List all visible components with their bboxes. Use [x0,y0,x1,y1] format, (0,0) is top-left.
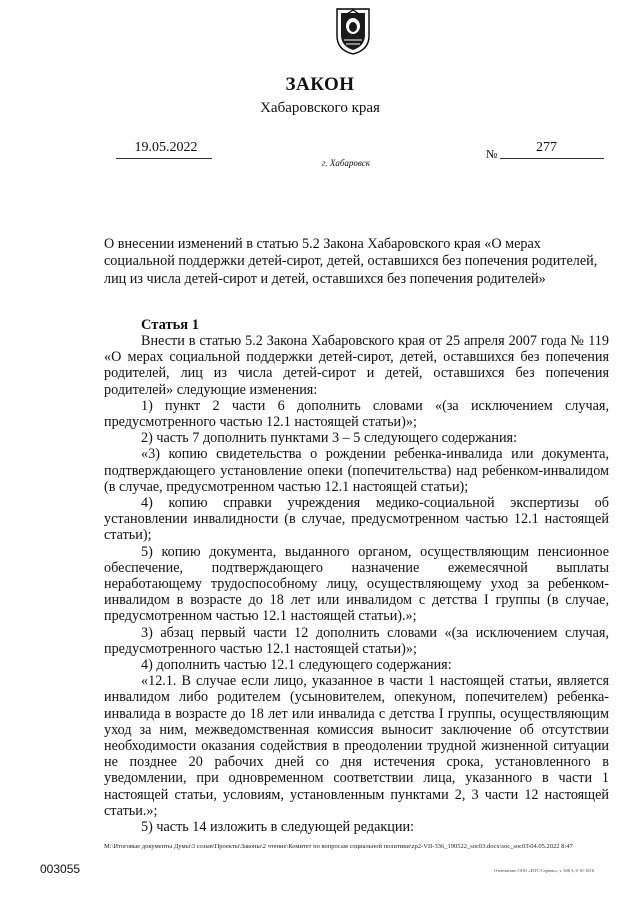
article-paragraph: 2) часть 7 дополнить пунктами 3 – 5 следующего содержания: [141,430,518,447]
article-paragraph: «3) копию свидетельства о рождении ребенка-инвалида или документа, подтверждающего установление опеки (попечительства) над ребенком-инвалидом (в случае, предусмотренном частью 12.1 настоящей статьи); [104,446,609,495]
number-underline [500,158,604,159]
article-title: Статья 1 [141,317,199,333]
article-paragraph: 4) копию справки учреждения медико-социальной экспертизы об установлении инвалидности (в случае, предусмотренном частью 12.1 настоящей статьи); [104,495,609,544]
document-number: 277 [536,140,557,155]
date-underline [116,158,212,159]
article-paragraph: Внести в статью 5.2 Закона Хабаровского края от 25 апреля 2007 года № 119 «О мерах социальной поддержки детей-сирот, детей, оставшихся без попечения родителей, лиц из числа детей-сирот и детей, оставшихся без попечения родителей» следующие изменения: [104,333,609,398]
article-paragraph: 3) абзац первый части 12 дополнить словами «(за исключением случая, предусмотренного частью 12.1 настоящей статьи)»; [104,624,609,657]
article-paragraph: 5) копию документа, выданного органом, осуществляющим пенсионное обеспечение, подтверждающего назначение ежемесячной выплаты неработающему трудоспособному лицу, осуществляющему уход за ребенком-инвалидом в возрасте до 18 лет или инвалидом с детства I группы (в случае, предусмотренном частью 12.1 настоящей статьи).»; [104,543,609,625]
article-body [104,333,609,835]
number-sign: № [486,147,498,161]
document-date: 19.05.2022 [134,140,198,155]
law-subject: О внесении изменений в статью 5.2 Закона Хабаровского края «О мерах социальной поддержки детей-сирот, детей, оставшихся без попечения родителей, лиц из числа детей-сирот и детей, оставшихся без попечения родителей» [104,236,598,287]
document-city: г. Хабаровск [322,158,370,168]
article-paragraph: «12.1. В случае если лицо, указанное в части 1 настоящей статьи, является инвалидом либо родителем (усыновителем, опекуном, попечителем) ребенка-инвалида в возрасте до 18 лет или инвалида с детства I группы, осуществляющим уход за ним, межведомственная комиссия выносит заключение об отсутствии необходимости оказания содействия в преодолении трудной жизненной ситуации не позднее 20 рабочих дней со дня истечения срока, установленного в уведомлении, при одновременном соответствии лица, указанного в части 1 настоящей статьи, условиям, установленным пунктами 2, 3 части 12 настоящей статьи.»; [104,673,609,819]
file-path-footer: M:\Итоговые документы Думы\3 созыв\Проекты\Законы\2 чтение\Комитет по вопросам социальной политики\zp2-VII-336_190522_soc03.docx\soc_soc03\04.05.2022 8:47 [104,843,573,850]
article-paragraph: 1) пункт 2 части 6 дополнить словами «(за исключением случая, предусмотренного частью 12.1 настоящей статьи)»; [104,397,609,431]
article-paragraph: 4) дополнить частью 12.1 следующего содержания: [141,657,452,674]
document-title: ЗАКОН [285,74,355,95]
document-code: 003055 [40,862,81,876]
article-paragraph: 5) часть 14 изложить в следующей редакции: [141,819,415,836]
document-subtitle: Хабаровского края [260,100,380,116]
print-stamp: Отпечатано ООО «ИТС-Сервис», т. 306 3, 0 10-1016 [494,868,595,873]
coat-of-arms-icon [333,6,373,56]
